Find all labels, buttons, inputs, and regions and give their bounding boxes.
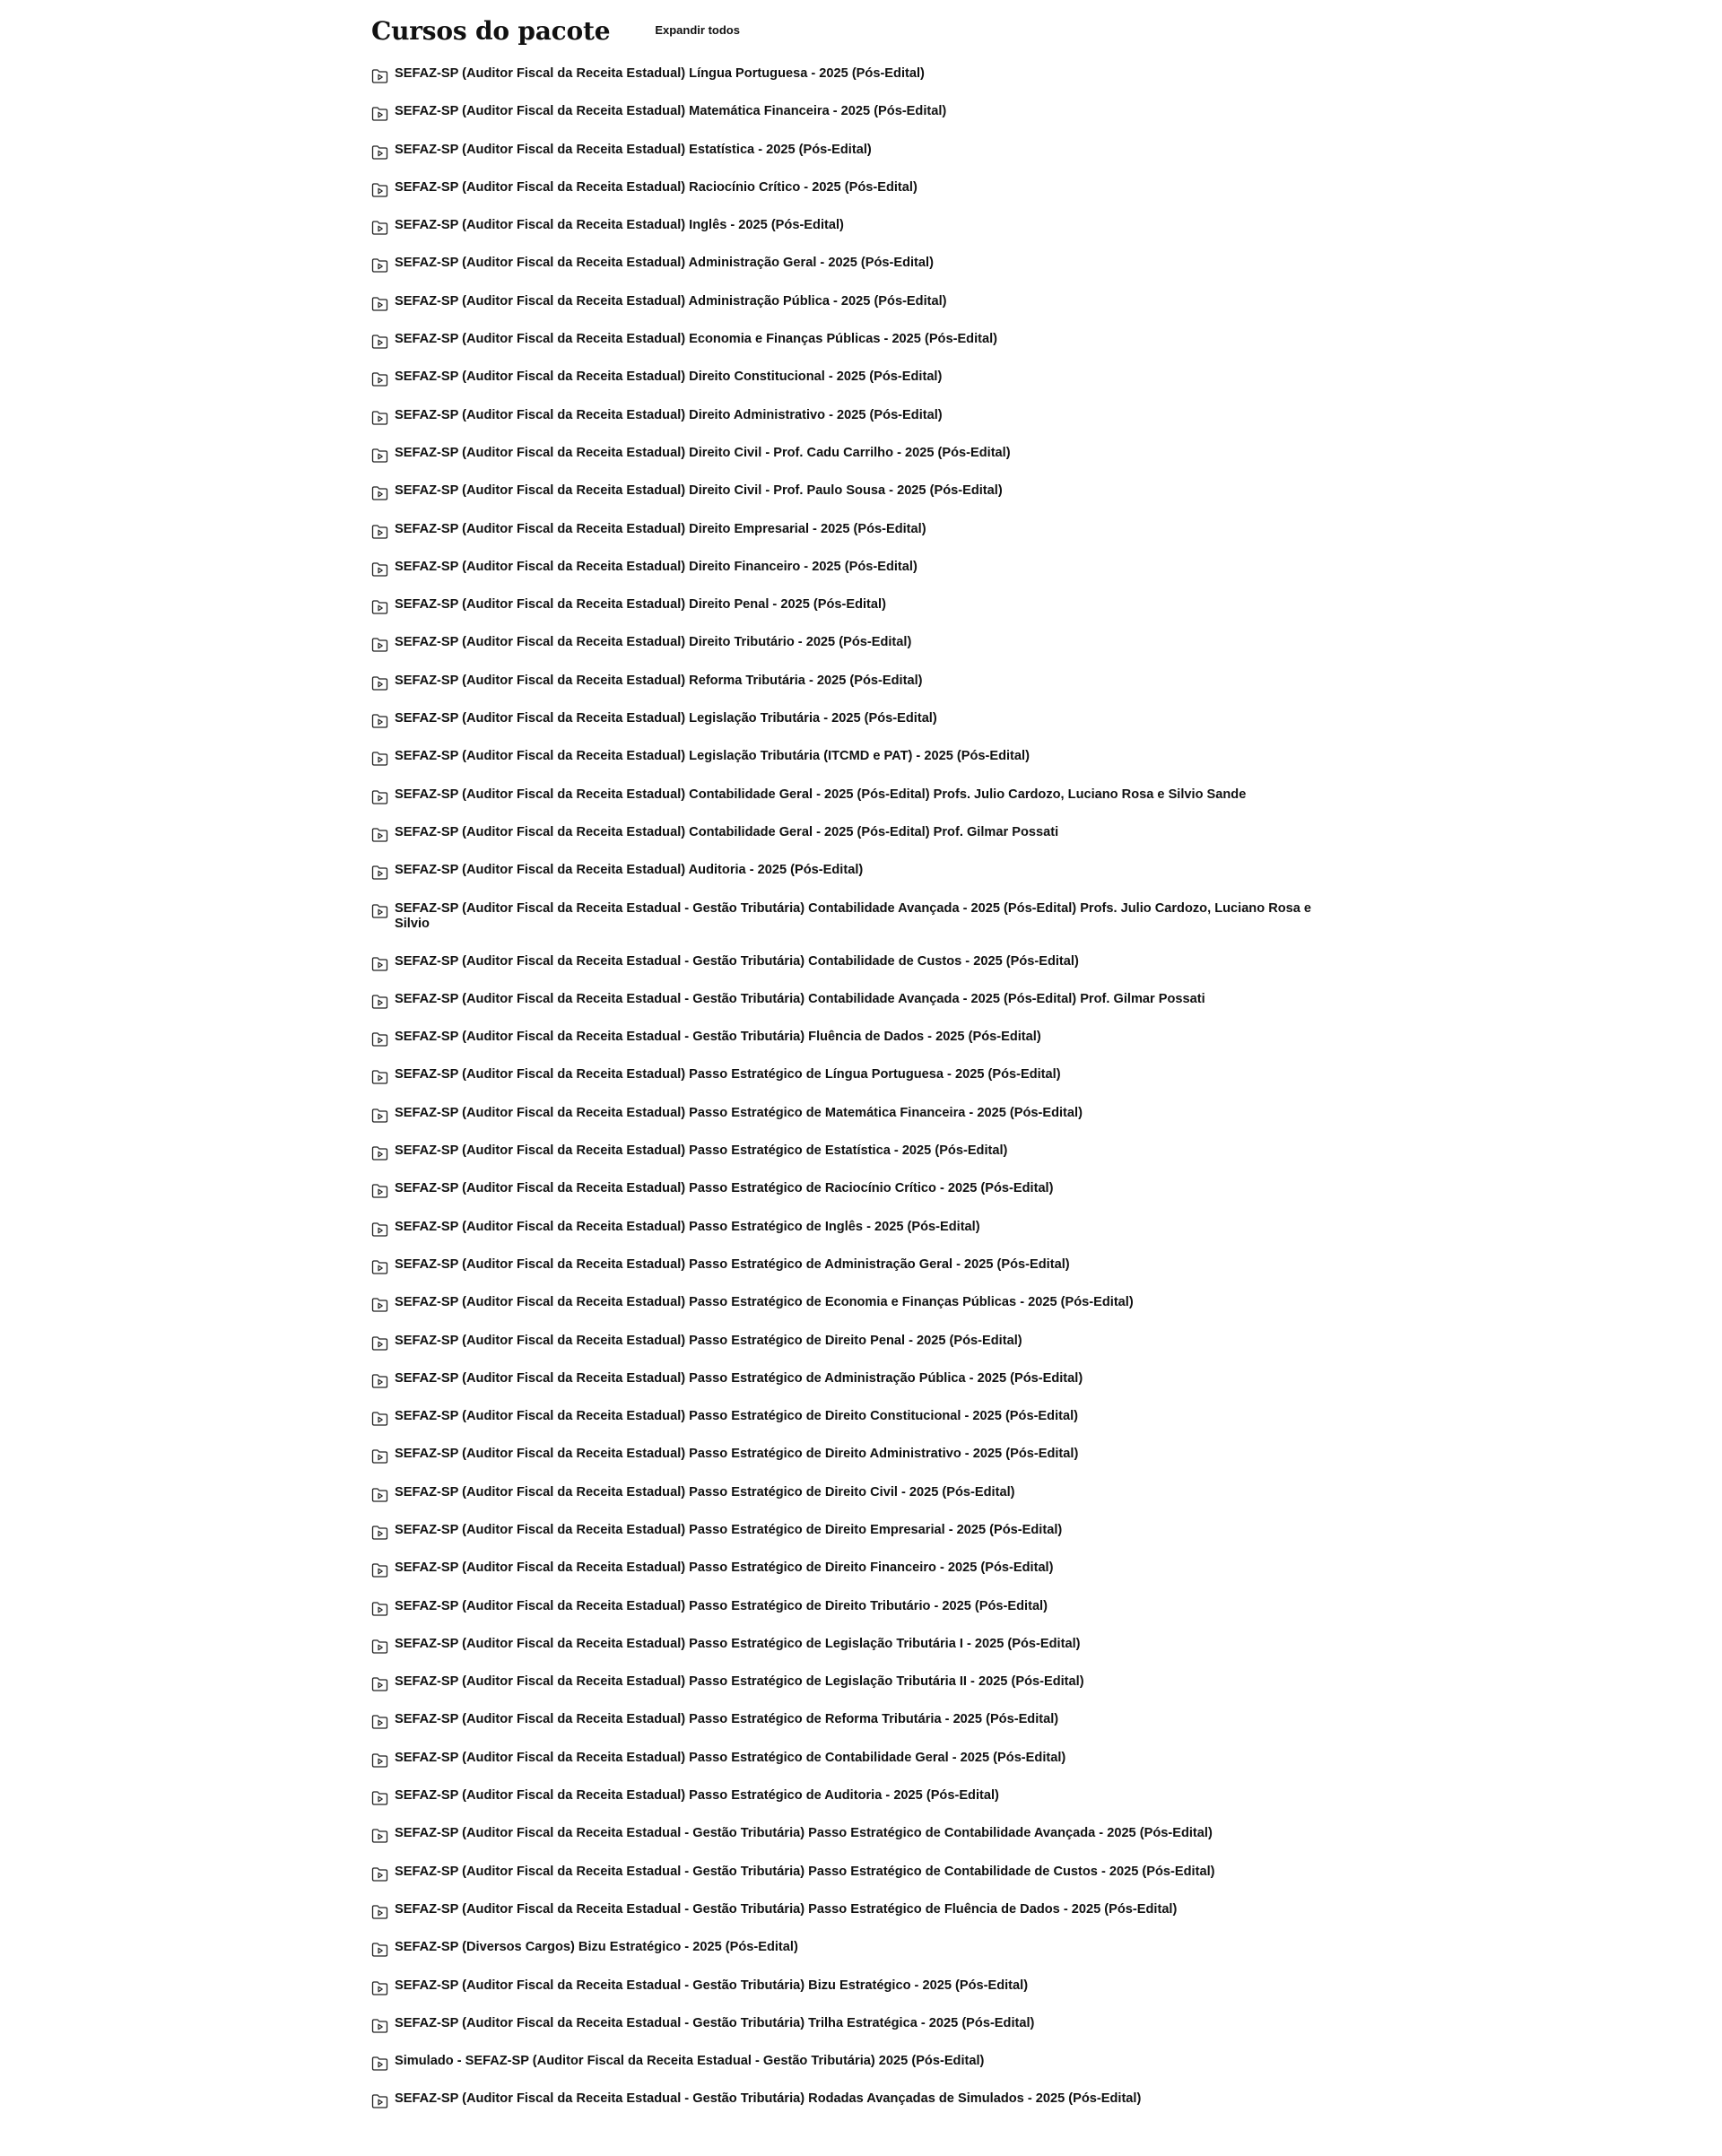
course-label: SEFAZ-SP (Auditor Fiscal da Receita Estadual - Gestão Tributária) Contabilidade de Custos - 2025 (Pós-Edital) [395,953,1079,969]
course-item[interactable] [371,1485,1340,1523]
folder-play-icon [371,296,388,312]
course-label: SEFAZ-SP (Auditor Fiscal da Receita Estadual - Gestão Tributária) Fluência de Dados - 2025 (Pós-Edital) [395,1030,1041,1045]
course-item[interactable] [371,635,1340,673]
course-item[interactable] [371,1106,1340,1143]
course-label: SEFAZ-SP (Auditor Fiscal da Receita Estadual) Passo Estratégico de Estatística - 2025 (Pós-Edital) [395,1143,1008,1159]
course-item[interactable] [371,863,1340,900]
folder-play-icon [371,1601,388,1617]
course-item[interactable] [371,2054,1340,2091]
folder-play-icon [371,106,388,122]
folder-play-icon [371,1562,388,1578]
course-label: SEFAZ-SP (Auditor Fiscal da Receita Estadual) Estatística - 2025 (Pós-Edital) [395,142,872,157]
folder-play-icon [371,524,388,540]
course-item[interactable] [371,1067,1340,1105]
course-label: SEFAZ-SP (Auditor Fiscal da Receita Estadual) Contabilidade Geral - 2025 (Pós-Edital) Prof. Gilmar Possati [395,824,1059,839]
course-label: SEFAZ-SP (Auditor Fiscal da Receita Estadual) Passo Estratégico de Raciocínio Crítico - 2025 (Pós-Edital) [395,1181,1054,1196]
course-item[interactable] [371,901,1340,954]
course-item[interactable] [371,446,1340,483]
folder-play-icon [371,448,388,464]
course-item[interactable] [371,674,1340,711]
folder-play-icon [371,561,388,578]
course-label: SEFAZ-SP (Auditor Fiscal da Receita Estadual) Passo Estratégico de Direito Civil - 2025 (Pós-Edital) [395,1484,1015,1500]
course-label: SEFAZ-SP (Auditor Fiscal da Receita Estadual) Passo Estratégico de Contabilidade Geral - 2025 (Pós-Edital) [395,1750,1066,1765]
course-label: Simulado - SEFAZ-SP (Auditor Fiscal da Receita Estadual - Gestão Tributária) 2025 (Pós-Edital) [395,2054,985,2069]
course-label: SEFAZ-SP (Auditor Fiscal da Receita Estadual) Administração Geral - 2025 (Pós-Edital) [395,256,934,271]
course-item[interactable] [371,1181,1340,1219]
folder-play-icon [371,827,388,843]
expand-all-button[interactable]: Expandir todos [655,23,740,37]
folder-play-icon [371,1031,388,1048]
folder-play-icon [371,903,388,919]
course-label: SEFAZ-SP (Auditor Fiscal da Receita Estadual) Passo Estratégico de Inglês - 2025 (Pós-Edital) [395,1219,980,1234]
folder-play-icon [371,1866,388,1882]
folder-play-icon [371,713,388,729]
folder-play-icon [371,257,388,274]
course-item[interactable] [371,2016,1340,2054]
section-header [371,16,1340,52]
course-item[interactable] [371,1030,1340,1067]
folder-play-icon [371,1639,388,1655]
folder-play-icon [371,1108,388,1124]
course-item[interactable] [371,2091,1340,2129]
course-label: SEFAZ-SP (Auditor Fiscal da Receita Estadual) Passo Estratégico de Direito Empresarial - 2025 (Pós-Edital) [395,1522,1063,1537]
folder-play-icon [371,1145,388,1161]
course-label: SEFAZ-SP (Auditor Fiscal da Receita Estadual) Administração Pública - 2025 (Pós-Edital) [395,293,947,309]
course-item[interactable] [371,1560,1340,1598]
course-label: SEFAZ-SP (Auditor Fiscal da Receita Estadual) Passo Estratégico de Direito Penal - 2025 (Pós-Edital) [395,1333,1022,1348]
folder-play-icon [371,1714,388,1730]
course-item[interactable] [371,1599,1340,1637]
folder-play-icon [371,1448,388,1465]
folder-play-icon [371,1259,388,1275]
course-label: SEFAZ-SP (Auditor Fiscal da Receita Estadual) Direito Constitucional - 2025 (Pós-Edital) [395,369,943,385]
folder-play-icon [371,1904,388,1920]
course-item[interactable] [371,180,1340,218]
course-label: SEFAZ-SP (Auditor Fiscal da Receita Estadual - Gestão Tributária) Passo Estratégico de Contabilidade de Custos - 2025 (Pós-Edital) [395,1864,1215,1879]
folder-play-icon [371,1676,388,1692]
course-item[interactable] [371,787,1340,825]
course-label: SEFAZ-SP (Auditor Fiscal da Receita Estadual) Economia e Finanças Públicas - 2025 (Pós-Edital) [395,332,998,347]
course-label: SEFAZ-SP (Auditor Fiscal da Receita Estadual) Direito Civil - Prof. Cadu Carrilho - 2025 (Pós-Edital) [395,445,1011,460]
course-item[interactable] [371,711,1340,749]
folder-play-icon [371,675,388,691]
course-item[interactable] [371,1523,1340,1560]
course-item[interactable] [371,1978,1340,2016]
course-item[interactable] [371,332,1340,369]
course-item[interactable] [371,294,1340,332]
course-label: SEFAZ-SP (Auditor Fiscal da Receita Estadual) Direito Penal - 2025 (Pós-Edital) [395,597,886,613]
course-label: SEFAZ-SP (Auditor Fiscal da Receita Estadual) Passo Estratégico de Direito Administrativo - 2025 (Pós-Edital) [395,1447,1079,1462]
course-label: SEFAZ-SP (Diversos Cargos) Bizu Estratégico - 2025 (Pós-Edital) [395,1940,798,1955]
course-item[interactable] [371,483,1340,521]
course-item[interactable] [371,1220,1340,1257]
course-label: SEFAZ-SP (Auditor Fiscal da Receita Estadual) Passo Estratégico de Auditoria - 2025 (Pós-Edital) [395,1788,999,1804]
course-item[interactable] [371,1902,1340,1940]
course-label: SEFAZ-SP (Auditor Fiscal da Receita Estadual) Passo Estratégico de Legislação Tributária I - 2025 (Pós-Edital) [395,1636,1081,1651]
folder-play-icon [371,1525,388,1541]
folder-play-icon [371,1828,388,1844]
course-label: SEFAZ-SP (Auditor Fiscal da Receita Estadual - Gestão Tributária) Contabilidade Avançada - 2025 (Pós-Edital) Profs. Julio Cardozo, Luciano Rosa e Silvio [395,900,1312,931]
course-package-section [371,16,1340,2130]
course-item[interactable] [371,218,1340,256]
course-label: SEFAZ-SP (Auditor Fiscal da Receita Estadual) Contabilidade Geral - 2025 (Pós-Edital) Profs. Julio Cardozo, Luciano Rosa e Silvio Sande [395,787,1247,802]
course-item[interactable] [371,749,1340,787]
folder-play-icon [371,994,388,1010]
folder-play-icon [371,1373,388,1389]
folder-play-icon [371,182,388,198]
folder-play-icon [371,1221,388,1238]
course-item[interactable] [371,1826,1340,1864]
folder-play-icon [371,1411,388,1427]
folder-play-icon [371,144,388,161]
folder-play-icon [371,1752,388,1769]
course-item[interactable] [371,1865,1340,1902]
folder-play-icon [371,1790,388,1806]
course-label: SEFAZ-SP (Auditor Fiscal da Receita Estadual - Gestão Tributária) Rodadas Avançadas de Simulados - 2025 (Pós-Edital) [395,2091,1142,2107]
course-item[interactable] [371,1940,1340,1978]
course-label: SEFAZ-SP (Auditor Fiscal da Receita Estadual) Matemática Financeira - 2025 (Pós-Edital) [395,104,947,119]
course-label: SEFAZ-SP (Auditor Fiscal da Receita Estadual) Direito Financeiro - 2025 (Pós-Edital) [395,559,918,574]
folder-play-icon [371,865,388,881]
course-item[interactable] [371,1788,1340,1826]
folder-play-icon [371,68,388,84]
folder-play-icon [371,371,388,387]
folder-play-icon [371,220,388,236]
course-item[interactable] [371,1334,1340,1371]
course-item[interactable] [371,256,1340,293]
course-item[interactable] [371,522,1340,560]
course-label: SEFAZ-SP (Auditor Fiscal da Receita Estadual) Auditoria - 2025 (Pós-Edital) [395,863,864,878]
folder-play-icon [371,1297,388,1313]
course-label: SEFAZ-SP (Auditor Fiscal da Receita Estadual) Passo Estratégico de Direito Tributário - 2025 (Pós-Edital) [395,1598,1048,1613]
folder-play-icon [371,637,388,653]
folder-play-icon [371,1335,388,1352]
course-label: SEFAZ-SP (Auditor Fiscal da Receita Estadual) Passo Estratégico de Reforma Tributária - 2025 (Pós-Edital) [395,1712,1059,1727]
folder-play-icon [371,1980,388,1996]
course-item[interactable] [371,1637,1340,1674]
folder-play-icon [371,1183,388,1199]
section-title: Cursos do pacote [371,16,611,46]
course-label: SEFAZ-SP (Auditor Fiscal da Receita Estadual) Legislação Tributária (ITCMD e PAT) - 2025 (Pós-Edital) [395,749,1030,764]
course-item[interactable] [371,1447,1340,1484]
course-item[interactable] [371,1295,1340,1333]
course-list [371,66,1340,2130]
folder-play-icon [371,599,388,615]
course-label: SEFAZ-SP (Auditor Fiscal da Receita Estadual - Gestão Tributária) Bizu Estratégico - 2025 (Pós-Edital) [395,1978,1029,1993]
folder-play-icon [371,789,388,805]
folder-play-icon [371,751,388,767]
folder-play-icon [371,334,388,350]
course-item[interactable] [371,104,1340,142]
course-item[interactable] [371,66,1340,104]
course-label: SEFAZ-SP (Auditor Fiscal da Receita Estadual - Gestão Tributária) Contabilidade Avançada - 2025 (Pós-Edital) Prof. Gilmar Possati [395,991,1205,1006]
course-label: SEFAZ-SP (Auditor Fiscal da Receita Estadual) Passo Estratégico de Direito Financeiro - 2025 (Pós-Edital) [395,1560,1054,1576]
folder-play-icon [371,956,388,972]
course-item[interactable] [371,560,1340,597]
course-label: SEFAZ-SP (Auditor Fiscal da Receita Estadual) Inglês - 2025 (Pós-Edital) [395,218,844,233]
course-label: SEFAZ-SP (Auditor Fiscal da Receita Estadual) Direito Civil - Prof. Paulo Sousa - 2025 (Pós-Edital) [395,483,1003,499]
course-item[interactable] [371,1751,1340,1788]
course-label: SEFAZ-SP (Auditor Fiscal da Receita Estadual - Gestão Tributária) Passo Estratégico de Fluência de Dados - 2025 (Pós-Edital) [395,1901,1178,1917]
course-label: SEFAZ-SP (Auditor Fiscal da Receita Estadual - Gestão Tributária) Passo Estratégico de Contabilidade Avançada - 2025 (Pós-Edital) [395,1826,1213,1841]
course-item[interactable] [371,1371,1340,1409]
course-item[interactable] [371,1257,1340,1295]
course-item[interactable] [371,369,1340,407]
course-label: SEFAZ-SP (Auditor Fiscal da Receita Estadual) Passo Estratégico de Legislação Tributária II - 2025 (Pós-Edital) [395,1674,1084,1690]
course-label: SEFAZ-SP (Auditor Fiscal da Receita Estadual) Passo Estratégico de Economia e Finanças Públicas - 2025 (Pós-Edital) [395,1295,1134,1310]
course-label: SEFAZ-SP (Auditor Fiscal da Receita Estadual) Direito Empresarial - 2025 (Pós-Edital) [395,521,926,536]
course-item[interactable] [371,954,1340,992]
course-label: SEFAZ-SP (Auditor Fiscal da Receita Estadual) Reforma Tributária - 2025 (Pós-Edital) [395,673,923,688]
course-item[interactable] [371,1409,1340,1447]
course-label: SEFAZ-SP (Auditor Fiscal da Receita Estadual) Direito Tributário - 2025 (Pós-Edital) [395,635,912,650]
course-label: SEFAZ-SP (Auditor Fiscal da Receita Estadual) Passo Estratégico de Matemática Financeira - 2025 (Pós-Edital) [395,1105,1083,1120]
course-label: SEFAZ-SP (Auditor Fiscal da Receita Estadual) Passo Estratégico de Direito Constitucional - 2025 (Pós-Edital) [395,1409,1079,1424]
course-item[interactable] [371,1143,1340,1181]
course-item[interactable] [371,408,1340,446]
folder-play-icon [371,485,388,501]
course-label: SEFAZ-SP (Auditor Fiscal da Receita Estadual) Língua Portuguesa - 2025 (Pós-Edital) [395,66,925,81]
folder-play-icon [371,1487,388,1503]
course-item[interactable] [371,992,1340,1030]
course-label: SEFAZ-SP (Auditor Fiscal da Receita Estadual - Gestão Tributária) Trilha Estratégica - 2025 (Pós-Edital) [395,2015,1035,2030]
folder-play-icon [371,2093,388,2109]
course-label: SEFAZ-SP (Auditor Fiscal da Receita Estadual) Passo Estratégico de Administração Geral - 2025 (Pós-Edital) [395,1256,1070,1272]
course-item[interactable] [371,825,1340,863]
folder-play-icon [371,410,388,426]
folder-play-icon [371,1069,388,1085]
course-label: SEFAZ-SP (Auditor Fiscal da Receita Estadual) Direito Administrativo - 2025 (Pós-Edital) [395,407,943,422]
folder-play-icon [371,2056,388,2072]
course-item[interactable] [371,1674,1340,1712]
folder-play-icon [371,2018,388,2034]
course-item[interactable] [371,1712,1340,1750]
course-label: SEFAZ-SP (Auditor Fiscal da Receita Estadual) Passo Estratégico de Língua Portuguesa - 2025 (Pós-Edital) [395,1067,1061,1082]
folder-play-icon [371,1942,388,1958]
course-label: SEFAZ-SP (Auditor Fiscal da Receita Estadual) Passo Estratégico de Administração Pública - 2025 (Pós-Edital) [395,1370,1083,1386]
course-label: SEFAZ-SP (Auditor Fiscal da Receita Estadual) Legislação Tributária - 2025 (Pós-Edital) [395,711,937,726]
course-label: SEFAZ-SP (Auditor Fiscal da Receita Estadual) Raciocínio Crítico - 2025 (Pós-Edital) [395,179,918,195]
course-item[interactable] [371,143,1340,180]
course-item[interactable] [371,597,1340,635]
